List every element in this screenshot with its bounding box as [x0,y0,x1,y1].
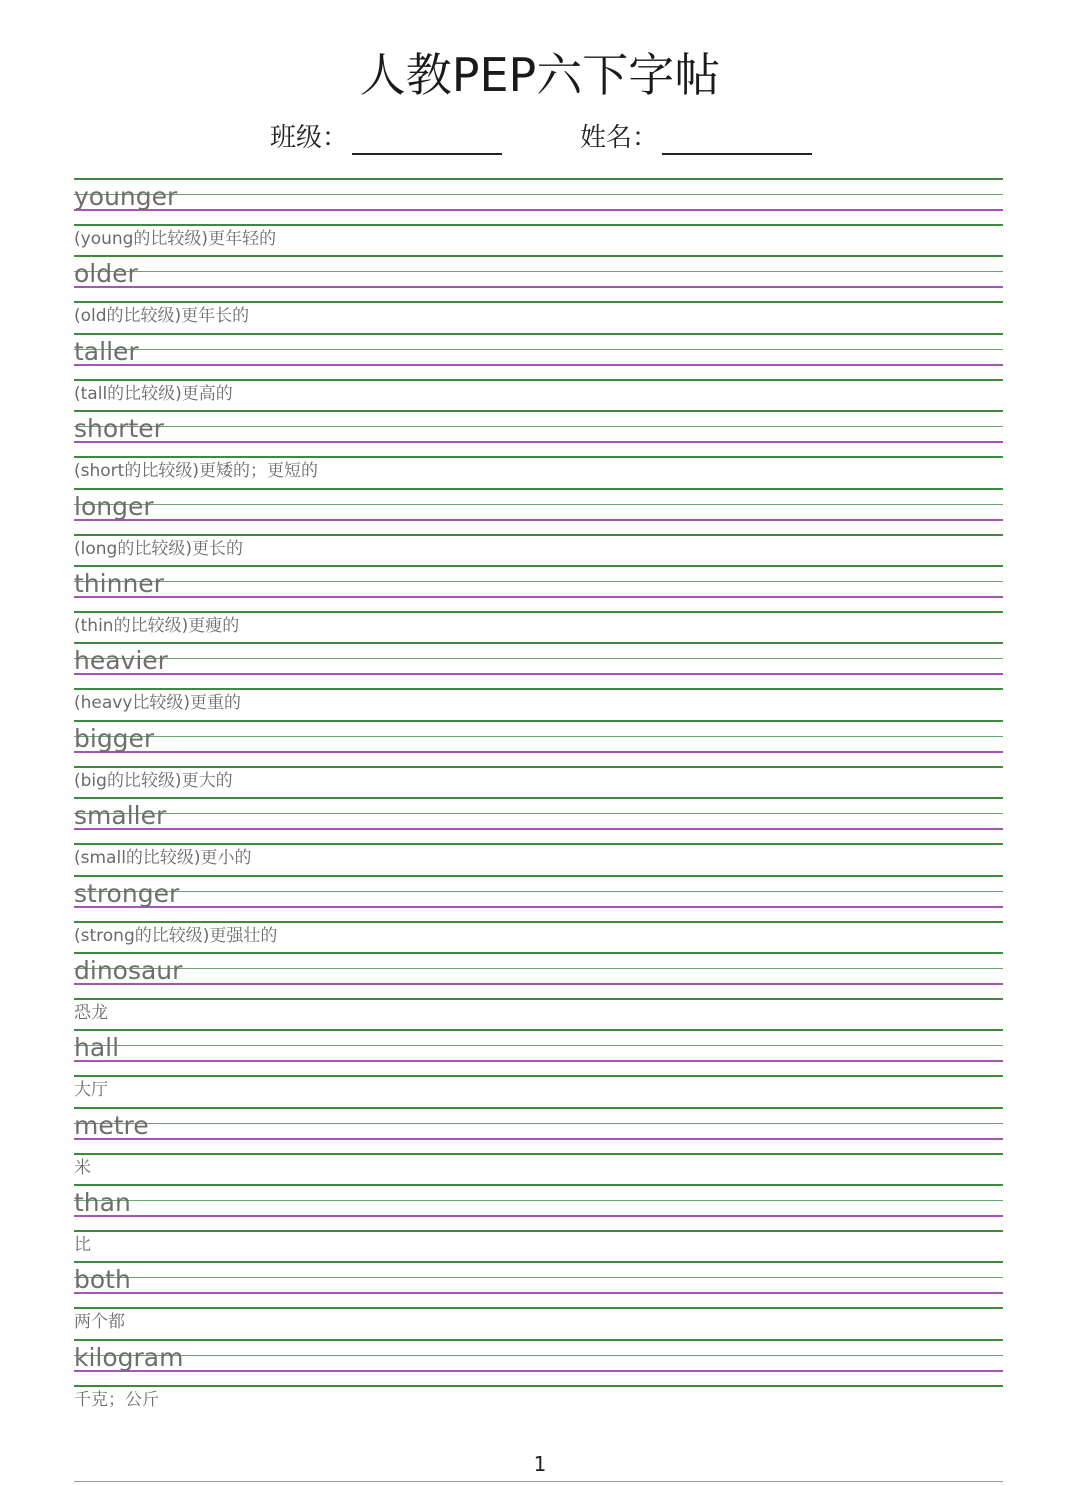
vocab-entry [74,1184,1003,1261]
guide-line [74,519,1003,521]
guide-line [74,271,1003,272]
vocab-entry [74,1107,1003,1184]
four-line-grid [74,1029,1003,1076]
class-blank [352,123,502,155]
four-line-grid [74,1261,1003,1308]
vocab-word: than [74,1188,131,1218]
guide-line [74,1355,1003,1356]
guide-line [74,1307,1003,1309]
guide-line [74,658,1003,659]
guide-line [74,968,1003,969]
guide-line [74,797,1003,799]
guide-line [74,828,1003,830]
guide-line [74,1370,1003,1372]
vocab-meaning: 米 [74,1157,91,1178]
guide-line [74,364,1003,366]
guide-line [74,1339,1003,1341]
vocab-entry [74,952,1003,1029]
vocab-meaning: 比 [74,1235,91,1256]
guide-line [74,426,1003,427]
vocab-word: shorter [74,414,164,444]
guide-line [74,581,1003,582]
vocab-entry [74,720,1003,797]
name-label: 姓名： [580,123,659,153]
vocab-meaning: (heavy比较级)更重的 [74,693,242,714]
guide-line [74,1230,1003,1232]
guide-line [74,1261,1003,1263]
vocab-meaning: (thin的比较级)更瘦的 [74,615,240,636]
guide-line [74,1045,1003,1046]
vocab-word: longer [74,491,154,521]
guide-line [74,1138,1003,1140]
four-line-grid [74,1107,1003,1154]
vocab-entry [74,178,1003,255]
vocab-meaning: 两个都 [74,1312,125,1333]
guide-line [74,875,1003,877]
vocab-word: stronger [74,878,180,908]
guide-line [74,456,1003,458]
vocab-word: heavier [74,646,168,676]
vocab-word: both [74,1265,131,1295]
vocab-entry [74,1339,1003,1416]
vocab-word: hall [74,1033,120,1063]
four-line-grid [74,642,1003,689]
guide-line [74,301,1003,303]
guide-line [74,224,1003,226]
guide-line [74,1215,1003,1217]
vocab-meaning: 大厅 [74,1080,108,1101]
four-line-grid [74,178,1003,225]
vocab-entry [74,488,1003,565]
vocabulary-list [74,178,1003,1416]
guide-line [74,906,1003,908]
guide-line [74,843,1003,845]
guide-line [74,766,1003,768]
vocab-meaning: (old的比较级)更年长的 [74,306,250,327]
guide-line [74,488,1003,490]
guide-line [74,194,1003,195]
vocab-meaning: (big的比较级)更大的 [74,770,233,791]
name-field [580,118,812,158]
four-line-grid [74,410,1003,457]
guide-line [74,611,1003,613]
vocab-word: kilogram [74,1342,184,1372]
vocab-meaning: (tall的比较级)更高的 [74,383,233,404]
vocab-entry [74,875,1003,952]
guide-line [74,891,1003,892]
guide-line [74,1153,1003,1155]
vocab-word: bigger [74,723,155,753]
guide-line [74,642,1003,644]
guide-line [74,983,1003,985]
footer-divider [74,1481,1003,1482]
four-line-grid [74,797,1003,844]
vocab-word: younger [74,182,178,211]
guide-line [74,1184,1003,1186]
guide-line [74,410,1003,412]
guide-line [74,565,1003,567]
four-line-grid [74,565,1003,612]
guide-line [74,1385,1003,1387]
guide-line [74,255,1003,257]
vocab-word: metre [74,1110,149,1140]
guide-line [74,379,1003,381]
vocab-entry [74,1261,1003,1338]
class-field [270,118,502,158]
four-line-grid [74,488,1003,535]
guide-line [74,178,1003,180]
four-line-grid [74,875,1003,922]
four-line-grid [74,952,1003,999]
name-blank [662,123,812,155]
vocab-entry [74,333,1003,410]
guide-line [74,720,1003,722]
class-label: 班级： [270,123,349,153]
guide-line [74,1060,1003,1062]
guide-line [74,349,1003,350]
guide-line [74,673,1003,675]
vocab-word: smaller [74,801,167,831]
vocab-word: taller [74,336,139,366]
guide-line [74,813,1003,814]
vocab-meaning: (long的比较级)更长的 [74,538,243,559]
guide-line [74,286,1003,288]
guide-line [74,688,1003,690]
vocab-word: dinosaur [74,955,183,985]
four-line-grid [74,333,1003,380]
vocab-meaning: (small的比较级)更小的 [74,848,252,869]
vocab-entry [74,797,1003,874]
guide-line [74,1029,1003,1031]
guide-line [74,441,1003,443]
guide-line [74,998,1003,1000]
guide-line [74,952,1003,954]
vocab-meaning: (strong的比较级)更强壮的 [74,925,278,946]
vocab-meaning: (young的比较级)更年轻的 [74,229,277,249]
page-title: 人教PEP六下字帖 [359,48,721,102]
vocab-meaning: 千克；公斤 [74,1389,159,1410]
guide-line [74,1277,1003,1278]
four-line-grid [74,720,1003,767]
four-line-grid [74,255,1003,302]
guide-line [74,921,1003,923]
vocab-entry [74,565,1003,642]
vocab-word: thinner [74,568,164,598]
vocab-entry [74,642,1003,719]
vocab-meaning: (short的比较级)更矮的；更短的 [74,461,318,482]
guide-line [74,333,1003,335]
page-number: 1 [533,1452,547,1476]
guide-line [74,1107,1003,1109]
guide-line [74,209,1003,211]
four-line-grid [74,1339,1003,1386]
guide-line [74,534,1003,536]
vocab-word: older [74,259,138,289]
guide-line [74,1200,1003,1201]
guide-line [74,1075,1003,1077]
guide-line [74,1123,1003,1124]
vocab-entry [74,255,1003,332]
vocab-entry [74,410,1003,487]
guide-line [74,736,1003,737]
guide-line [74,751,1003,753]
vocab-meaning: 恐龙 [74,1002,108,1023]
guide-line [74,504,1003,505]
four-line-grid [74,1184,1003,1231]
guide-line [74,1292,1003,1294]
vocab-entry [74,1029,1003,1106]
guide-line [74,596,1003,598]
